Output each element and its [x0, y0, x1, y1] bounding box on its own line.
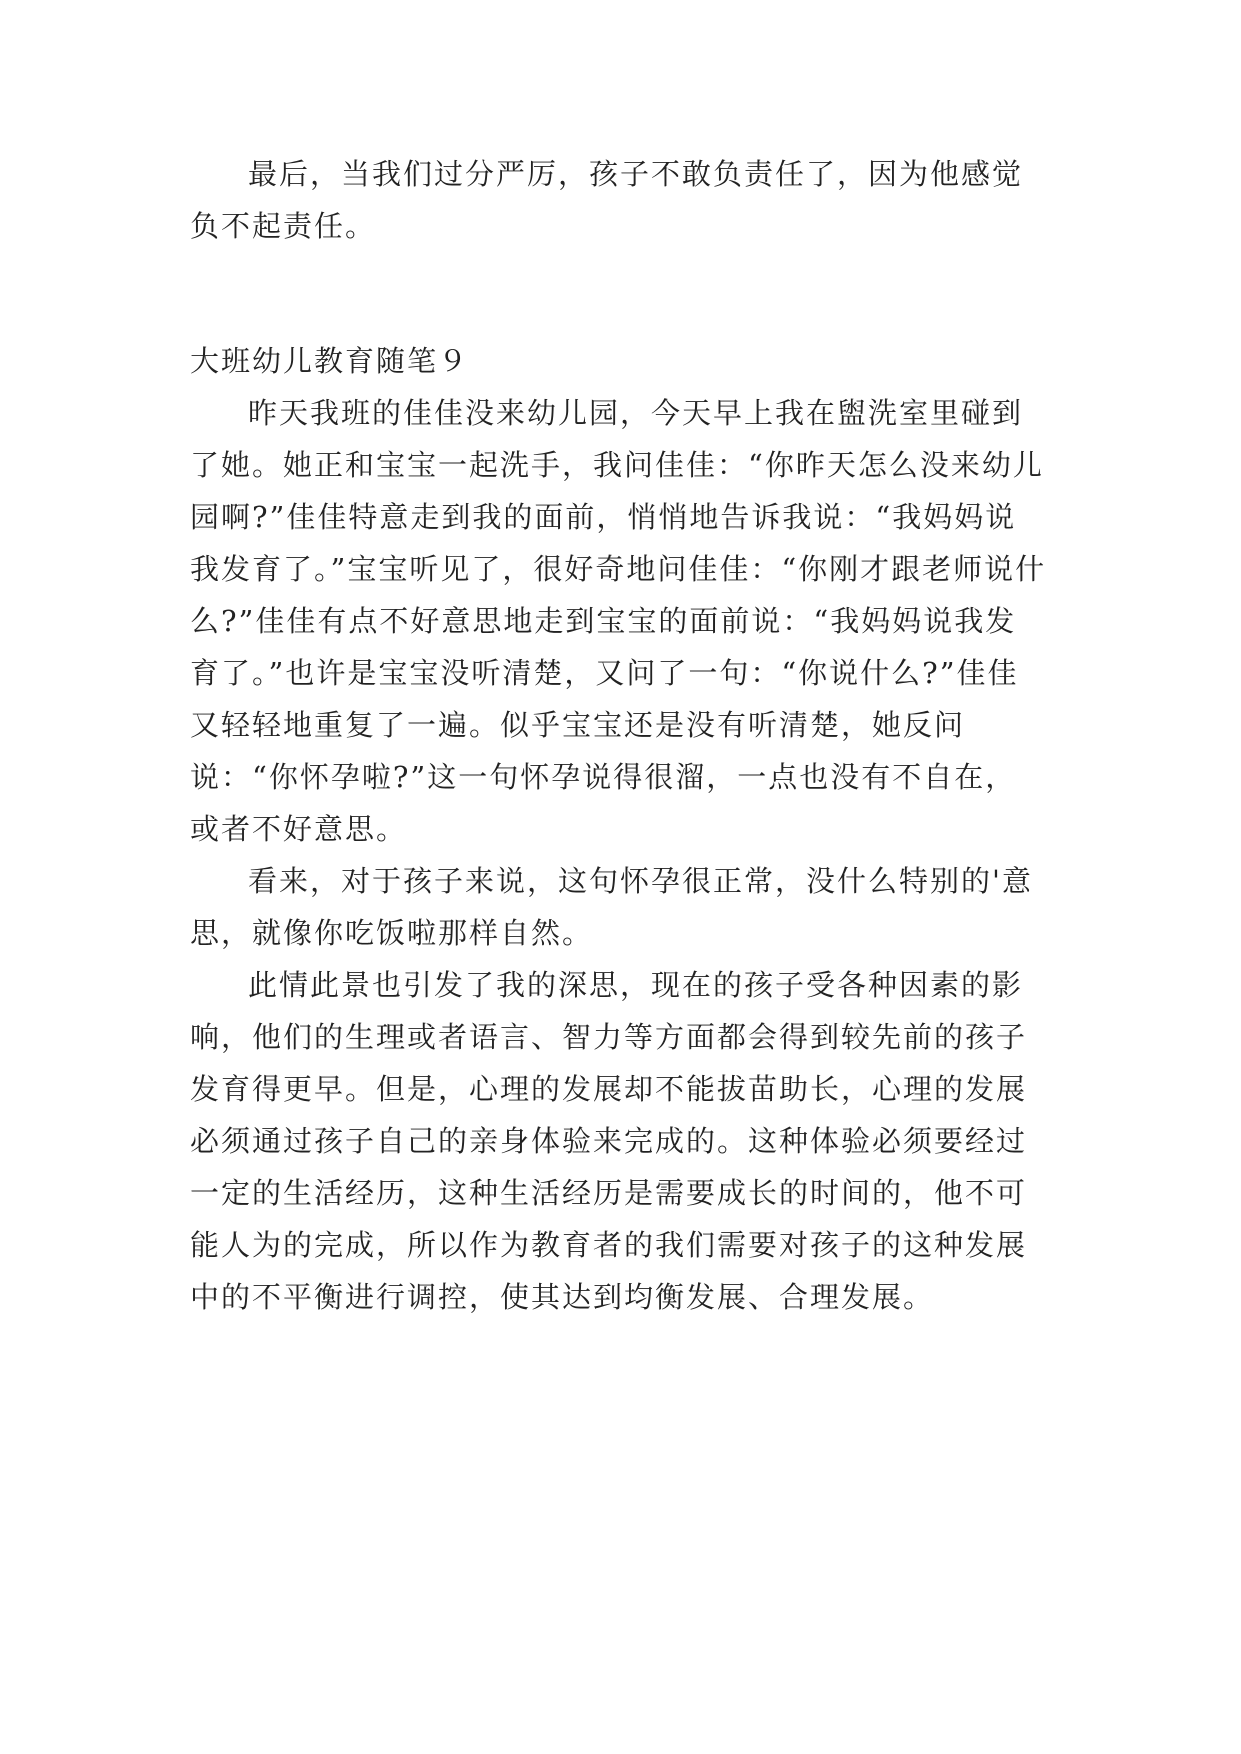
body-paragraph-3: 此情此景也引发了我的深思，现在的孩子受各种因素的影响，他们的生理或者语言、智力等方面都会得到较先前的孩子发育得更早。但是，心理的发展却不能拔苗助长，心理的发展必须通过孩子自己的亲身体验来完成的。这种体验必须要经过一定的生活经历，这种生活经历是需要成长的时间的，他不可能人为的完成，所以作为教育者的我们需要对孩子的这种发展中的不平衡进行调控，使其达到均衡发展、合理发展。	[190, 968, 1028, 1314]
body-text	[190, 387, 1047, 1323]
body-paragraph-1: 昨天我班的佳佳没来幼儿园，今天早上我在盥洗室里碰到了她。她正和宝宝一起洗手，我问佳佳：“你昨天怎么没来幼儿园啊?”佳佳特意走到我的面前，悄悄地告诉我说：“我妈妈说我发育了。”宝宝听见了，很好奇地问佳佳：“你刚才跟老师说什么?”佳佳有点不好意思地走到宝宝的面前说：“我妈妈说我发育了。”也许是宝宝没听清楚，又问了一句：“你说什么?”佳佳又轻轻地重复了一遍。似乎宝宝还是没有听清楚，她反问说：“你怀孕啦?”这一句怀孕说得很溜，一点也没有不自在，或者不好意思。	[190, 396, 1047, 846]
intro-section	[190, 148, 1047, 252]
intro-paragraph: 最后，当我们过分严厉，孩子不敢负责任了，因为他感觉负不起责任。	[190, 157, 1024, 243]
section-heading: 大班幼儿教育随笔９	[190, 344, 470, 378]
body-paragraph-2: 看来，对于孩子来说，这句怀孕很正常，没什么特别的'意思，就像你吃饭啦那样自然。	[190, 864, 1033, 950]
